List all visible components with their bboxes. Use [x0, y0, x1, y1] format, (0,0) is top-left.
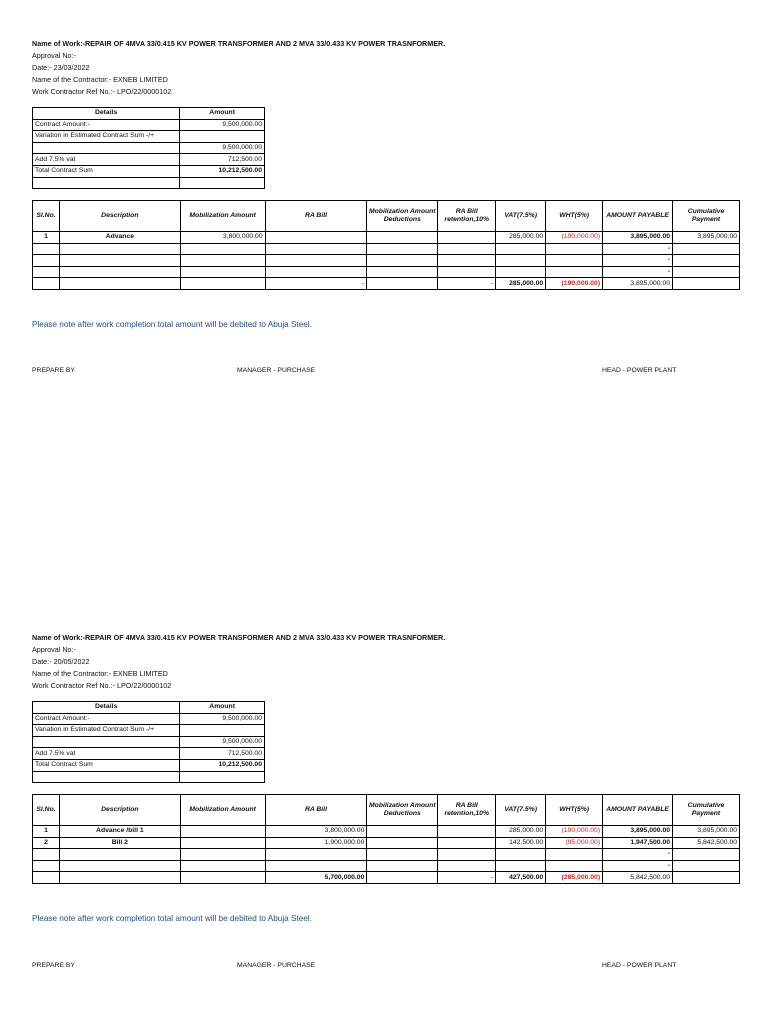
col-mobilization-amount: Mobilization Amount [180, 201, 265, 232]
prepared-by-label: PREPARE BY [32, 962, 75, 969]
total-ra-bill: - [265, 278, 367, 290]
approval-no: Approval No:- [32, 51, 76, 60]
total-vat: 427,500.00 [496, 872, 546, 884]
summary-row [33, 748, 265, 760]
payment-row [33, 243, 740, 255]
summary-total-row [33, 165, 265, 177]
summary-row [33, 771, 265, 783]
amount-payable: 3,895,000.00 [603, 232, 673, 244]
description: Bill 2 [59, 837, 180, 849]
col-ra-bill-retention: RA Bill retention,10% [438, 795, 496, 826]
col-amount-payable: AMOUNT PAYABLE [603, 795, 673, 826]
amount-payable: - [603, 243, 673, 255]
summary-row [33, 736, 265, 748]
wht: (190,000.00) [546, 826, 603, 838]
payment-row [33, 255, 740, 267]
col-amount: Amount [180, 108, 265, 120]
summary-value: 9,500,000.00 [180, 119, 265, 131]
summary-row [33, 142, 265, 154]
amount-payable: - [603, 255, 673, 267]
summary-value: 712,500.00 [180, 154, 265, 166]
vat: 285,000.00 [496, 826, 546, 838]
summary-value: 9,500,000.00 [180, 713, 265, 725]
wht: (95,000.00) [546, 837, 603, 849]
col-cumulative-payment: Cumulative Payment [673, 201, 740, 232]
col-ra-bill: RA Bill [265, 795, 367, 826]
col-details: Details [33, 108, 180, 120]
debit-note: Please note after work completion total amount will be debited to Abuja Steel. [32, 914, 312, 923]
payment-row [33, 826, 740, 838]
col-mobilization-deductions: Mobilization Amount Deductions [367, 201, 438, 232]
sl-no: 1 [33, 826, 60, 838]
prepared-by-label: PREPARE BY [32, 367, 75, 374]
ra-bill-retention [438, 232, 496, 244]
head-power-plant-label: HEAD - POWER PLANT [602, 367, 677, 374]
summary-label [33, 142, 180, 154]
payment-header-row [33, 795, 740, 826]
total-amount-payable: 3,895,000.00 [603, 278, 673, 290]
summary-total-row [33, 759, 265, 771]
summary-row [33, 177, 265, 189]
amount-payable: 1,947,500.00 [603, 837, 673, 849]
statement-section-1 [0, 0, 768, 500]
name-of-work: Name of Work:-REPAIR OF 4MVA 33/0.415 KV POWER TRANSFORMER AND 2 MVA 33/0.433 KV POWER TRASNFORMER. [32, 633, 446, 642]
col-description: Description [59, 201, 180, 232]
summary-label: Add 7.5% vat [33, 748, 180, 760]
col-cumulative-payment: Cumulative Payment [673, 795, 740, 826]
summary-row [33, 713, 265, 725]
col-mobilization-deductions: Mobilization Amount Deductions [367, 795, 438, 826]
col-wht: WHT(5%) [546, 201, 603, 232]
contract-summary-table [32, 701, 265, 783]
col-sl-no: Sl.No. [33, 201, 60, 232]
date: Date:- 20/05/2022 [32, 657, 90, 666]
contract-summary-table [32, 107, 265, 189]
summary-label: Variation in Estimated Contract Sum -/+ [33, 131, 180, 143]
col-amount-payable: AMOUNT PAYABLE [603, 201, 673, 232]
summary-label: Total Contract Sum [33, 165, 180, 177]
summary-label: Contract Amount:- [33, 119, 180, 131]
vat: 142,500.00 [496, 837, 546, 849]
payment-header-row [33, 201, 740, 232]
description: Advance /bill 1 [59, 826, 180, 838]
summary-row [33, 154, 265, 166]
col-details: Details [33, 702, 180, 714]
col-vat: VAT(7.5%) [496, 201, 546, 232]
payment-row [33, 849, 740, 861]
payment-table [32, 200, 740, 290]
summary-label: Variation in Estimated Contract Sum -/+ [33, 725, 180, 737]
col-amount: Amount [180, 702, 265, 714]
manager-purchase-label: MANAGER - PURCHASE [237, 962, 316, 969]
approval-no: Approval No:- [32, 645, 76, 654]
contractor-name: Name of the Contractor:- EXNEB LIMITED [32, 75, 168, 84]
summary-label: Contract Amount:- [33, 713, 180, 725]
summary-label [33, 177, 180, 189]
summary-label: Add 7.5% vat [33, 154, 180, 166]
statement-section-2 [0, 594, 768, 1024]
summary-value [180, 725, 265, 737]
head-power-plant-label: HEAD - POWER PLANT [602, 962, 677, 969]
payment-total-row [33, 872, 740, 884]
cumulative-payment: 3,895,000.00 [673, 232, 740, 244]
summary-label [33, 736, 180, 748]
total-ra-bill: 5,700,000.00 [265, 872, 367, 884]
summary-value: 10,212,500.00 [180, 759, 265, 771]
mobilization-deductions [367, 826, 438, 838]
ra-bill: 1,900,000.00 [265, 837, 367, 849]
summary-header-row [33, 108, 265, 120]
amount-payable: 3,895,000.00 [603, 826, 673, 838]
total-ra-bill-retention: - [438, 872, 496, 884]
payment-row [33, 232, 740, 244]
summary-value: 10,212,500.00 [180, 165, 265, 177]
manager-purchase-label: MANAGER - PURCHASE [237, 367, 316, 374]
col-sl-no: Sl.No. [33, 795, 60, 826]
payment-row [33, 266, 740, 278]
ra-bill-retention [438, 837, 496, 849]
ra-bill [265, 232, 367, 244]
ra-bill: 3,800,000.00 [265, 826, 367, 838]
work-header [32, 632, 445, 692]
summary-row [33, 119, 265, 131]
payment-row [33, 860, 740, 872]
name-of-work: Name of Work:-REPAIR OF 4MVA 33/0.415 KV POWER TRANSFORMER AND 2 MVA 33/0.433 KV POWER TRASNFORMER. [32, 39, 446, 48]
summary-value [180, 771, 265, 783]
work-header [32, 38, 445, 98]
col-ra-bill: RA Bill [265, 201, 367, 232]
summary-label: Total Contract Sum [33, 759, 180, 771]
total-vat: 285,000.00 [496, 278, 546, 290]
wht: (190,000.00) [546, 232, 603, 244]
summary-row [33, 725, 265, 737]
contractor-name: Name of the Contractor:- EXNEB LIMITED [32, 669, 168, 678]
total-wht: (285,000.00) [546, 872, 603, 884]
payment-row [33, 837, 740, 849]
vat: 285,000.00 [496, 232, 546, 244]
summary-row [33, 131, 265, 143]
summary-header-row [33, 702, 265, 714]
amount-payable: - [603, 849, 673, 861]
amount-payable: - [603, 860, 673, 872]
mobilization-deductions [367, 837, 438, 849]
col-wht: WHT(5%) [546, 795, 603, 826]
payment-total-row [33, 278, 740, 290]
summary-value: 9,500,000.00 [180, 142, 265, 154]
col-mobilization-amount: Mobilization Amount [180, 795, 265, 826]
contractor-ref-no: Work Contractor Ref No.:- LPO/22/0000102 [32, 681, 172, 690]
sl-no: 1 [33, 232, 60, 244]
total-wht: (190,000.00) [546, 278, 603, 290]
sl-no: 2 [33, 837, 60, 849]
ra-bill-retention [438, 826, 496, 838]
col-vat: VAT(7.5%) [496, 795, 546, 826]
mobilization-deductions [367, 232, 438, 244]
total-ra-bill-retention: - [438, 278, 496, 290]
payment-table [32, 794, 740, 884]
summary-value: 712,500.00 [180, 748, 265, 760]
cumulative-payment: 3,895,000.00 [673, 826, 740, 838]
contractor-ref-no: Work Contractor Ref No.:- LPO/22/0000102 [32, 87, 172, 96]
mobilization-amount [180, 837, 265, 849]
col-description: Description [59, 795, 180, 826]
mobilization-amount: 3,800,000.00 [180, 232, 265, 244]
date: Date:- 23/03/2022 [32, 63, 90, 72]
cumulative-payment: 5,842,500.00 [673, 837, 740, 849]
summary-value [180, 177, 265, 189]
mobilization-amount [180, 826, 265, 838]
amount-payable: - [603, 266, 673, 278]
description: Advance [59, 232, 180, 244]
summary-value [180, 131, 265, 143]
total-amount-payable: 5,842,500.00 [603, 872, 673, 884]
debit-note: Please note after work completion total amount will be debited to Abuja Steel. [32, 320, 312, 329]
col-ra-bill-retention: RA Bill retention,10% [438, 201, 496, 232]
summary-value: 9,500,000.00 [180, 736, 265, 748]
summary-label [33, 771, 180, 783]
